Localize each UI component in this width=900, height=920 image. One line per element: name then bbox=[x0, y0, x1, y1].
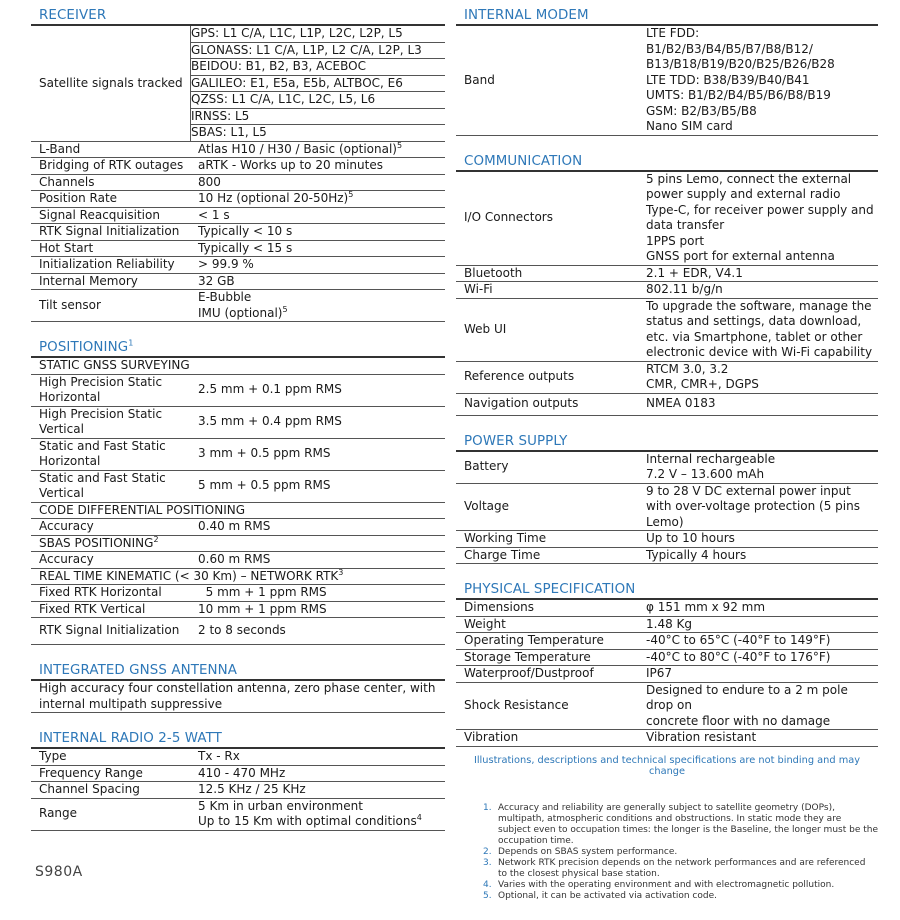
spec-value: 1.48 Kg bbox=[638, 616, 878, 633]
spec-row bbox=[31, 273, 445, 290]
range-row bbox=[31, 798, 445, 830]
spec-label: Operating Temperature bbox=[456, 633, 638, 650]
footnotes bbox=[456, 803, 878, 902]
spec-row bbox=[31, 749, 445, 765]
value-line: data transfer bbox=[646, 218, 725, 232]
spec-value: Typically < 10 s bbox=[190, 224, 445, 241]
spec-label: Waterproof/Dustproof bbox=[456, 666, 638, 683]
footnote-number: 1. bbox=[483, 802, 492, 813]
spec-label bbox=[31, 438, 190, 470]
tilt-value: E-Bubble bbox=[198, 290, 252, 304]
footnote-line: Network RTK precision depends on the network performances and are referenced bbox=[498, 857, 866, 868]
spec-row bbox=[456, 600, 878, 616]
antenna-table bbox=[31, 681, 445, 713]
subheader-row bbox=[31, 358, 445, 374]
signal-gps: GPS: L1 C/A, L1C, L1P, L2C, L2P, L5 bbox=[190, 26, 445, 43]
value-line: GNSS port for external antenna bbox=[646, 249, 835, 263]
spec-row bbox=[31, 618, 445, 645]
spec-row bbox=[456, 265, 878, 282]
static-header: STATIC GNSS SURVEYING bbox=[31, 358, 445, 374]
footnote-line: Accuracy and reliability are generally subject to satellite geometry (DOPs), bbox=[498, 802, 835, 813]
spec-row bbox=[456, 633, 878, 650]
spec-value-text: 10 Hz (optional 20-50Hz) bbox=[198, 191, 349, 205]
spec-row bbox=[31, 519, 445, 536]
spec-label: Frequency Range bbox=[31, 765, 190, 782]
spec-row bbox=[456, 483, 878, 531]
subheader-row bbox=[31, 535, 445, 552]
value-line: Lemo) bbox=[646, 514, 684, 529]
spec-row bbox=[456, 172, 878, 266]
spec-label: Weight bbox=[456, 616, 638, 633]
footnote-number: 3. bbox=[483, 857, 492, 868]
signal-glonass: GLONASS: L1 C/A, L1P, L2 C/A, L2P, L3 bbox=[190, 43, 445, 60]
spec-row bbox=[31, 406, 445, 438]
footnote bbox=[456, 803, 878, 847]
rtk-header bbox=[31, 568, 445, 585]
value-line: Internal rechargeable bbox=[646, 451, 776, 466]
spec-label: Web UI bbox=[456, 298, 638, 361]
communication-title: COMMUNICATION bbox=[456, 154, 878, 172]
code-header: CODE DIFFERENTIAL POSITIONING bbox=[31, 502, 445, 519]
spec-row bbox=[456, 531, 878, 548]
spec-value: IP67 bbox=[638, 666, 878, 683]
spec-value: 2.1 + EDR, V4.1 bbox=[638, 265, 878, 282]
value-line: 7.2 V – 13.600 mAh bbox=[646, 467, 765, 481]
value-line: 9 to 28 V DC external power input bbox=[646, 483, 851, 498]
physical-table bbox=[456, 600, 878, 747]
value-line: 1PPS port bbox=[646, 233, 705, 248]
positioning-title-text: POSITIONING bbox=[39, 340, 129, 355]
footnote-ref: 5 bbox=[282, 304, 288, 314]
range-value bbox=[198, 814, 445, 830]
footnote-number: 4. bbox=[483, 879, 492, 890]
spec-value: -40°C to 65°C (-40°F to 149°F) bbox=[638, 633, 878, 650]
spec-value: 2.5 mm + 0.1 ppm RMS bbox=[190, 374, 445, 406]
spec-value: -40°C to 80°C (-40°F to 176°F) bbox=[638, 649, 878, 666]
spec-row bbox=[31, 374, 445, 406]
footnote-ref: 5 bbox=[396, 140, 403, 150]
positioning-table bbox=[31, 358, 445, 645]
spec-value bbox=[638, 361, 878, 393]
spec-value-text: Atlas H10 / H30 / Basic (optional) bbox=[198, 141, 397, 156]
communication-section bbox=[456, 154, 878, 416]
spec-row bbox=[31, 240, 445, 257]
signal-irnss: IRNSS: L5 bbox=[190, 109, 445, 126]
value-line: Designed to endure to a 2 m pole drop on bbox=[646, 682, 848, 712]
disclaimer: Illustrations, descriptions and technical specifications are not binding and may change bbox=[473, 754, 861, 777]
signal-galileo: GALILEO: E1, E5a, E5b, ALTBOC, E6 bbox=[190, 76, 445, 93]
spec-value bbox=[638, 452, 878, 484]
value-line: electronic device with Wi-Fi capability bbox=[646, 345, 873, 359]
range-value: 5 Km in urban environment bbox=[198, 798, 363, 813]
antenna-section bbox=[31, 663, 445, 713]
spec-label: Bluetooth bbox=[456, 265, 638, 282]
spec-value bbox=[190, 191, 445, 208]
value-line: status and settings, data download, bbox=[646, 314, 862, 328]
spec-label: Navigation outputs bbox=[456, 393, 638, 415]
spec-value: aRTK - Works up to 20 minutes bbox=[190, 158, 445, 175]
spec-row bbox=[456, 547, 878, 564]
spec-label: I/O Connectors bbox=[456, 172, 638, 266]
footnote bbox=[456, 858, 878, 880]
signal-qzss: QZSS: L1 C/A, L1C, L2C, L5, L6 bbox=[190, 92, 445, 109]
value-line: etc. via Smartphone, tablet or other bbox=[646, 329, 863, 344]
spec-value: 0.40 m RMS bbox=[190, 519, 445, 536]
spec-label: L-Band bbox=[31, 141, 190, 158]
model-name: S980A bbox=[35, 864, 83, 880]
modem-title: INTERNAL MODEM bbox=[456, 8, 878, 26]
spec-row bbox=[31, 470, 445, 502]
spec-label: Battery bbox=[456, 452, 638, 484]
band-line: LTE TDD: B38/B39/B40/B41 bbox=[646, 72, 810, 87]
spec-label bbox=[31, 470, 190, 502]
spec-label: Voltage bbox=[456, 483, 638, 531]
spec-row bbox=[31, 765, 445, 782]
tilt-label: Tilt sensor bbox=[31, 290, 190, 322]
footnote-ref: 5 bbox=[348, 190, 354, 199]
spec-label: Channels bbox=[31, 174, 190, 191]
receiver-table bbox=[31, 26, 445, 322]
spec-label: Accuracy bbox=[31, 519, 190, 536]
footnote-line: Varies with the operating environment and with electromagnetic pollution. bbox=[498, 879, 835, 890]
footnote-number: 2. bbox=[483, 846, 492, 857]
spec-row bbox=[31, 585, 445, 602]
spec-label: Signal Reacquisition bbox=[31, 207, 190, 224]
spec-value: Up to 10 hours bbox=[638, 531, 878, 548]
spec-label bbox=[31, 374, 190, 406]
subheader-row bbox=[31, 568, 445, 585]
spec-row bbox=[31, 257, 445, 274]
spec-row bbox=[31, 601, 445, 618]
footnote-ref: 4 bbox=[416, 813, 422, 822]
footnote-ref: 2 bbox=[153, 534, 159, 544]
label-line: High Precision Static bbox=[39, 374, 163, 389]
label-line: Horizontal bbox=[39, 454, 101, 468]
band-line: B13/B18/B19/B20/B25/B26/B28 bbox=[646, 57, 835, 71]
spec-row bbox=[456, 361, 878, 393]
physical-title: PHYSICAL SPECIFICATION bbox=[456, 582, 878, 600]
footnote-line: to the closest physical base station. bbox=[498, 868, 660, 879]
value-line: RTCM 3.0, 3.2 bbox=[646, 361, 729, 376]
spec-row bbox=[456, 393, 878, 415]
spec-value: Vibration resistant bbox=[638, 730, 878, 747]
spec-value bbox=[638, 298, 878, 361]
spec-label: Channel Spacing bbox=[31, 782, 190, 799]
value-line: To upgrade the software, manage the bbox=[646, 298, 872, 313]
positioning-title bbox=[31, 340, 445, 358]
spec-label: Hot Start bbox=[31, 240, 190, 257]
radio-title: INTERNAL RADIO 2-5 WATT bbox=[31, 731, 445, 749]
footnote-line: multipath, atmospheric conditions and obstructions. In static mode they are bbox=[498, 813, 842, 824]
tilt-value-text: IMU (optional) bbox=[198, 305, 283, 320]
label-line: Vertical bbox=[39, 422, 84, 436]
label-line: High Precision Static bbox=[39, 406, 163, 421]
physical-section bbox=[456, 582, 878, 902]
spec-value: 410 - 470 MHz bbox=[190, 765, 445, 782]
band-line: LTE FDD: bbox=[646, 26, 700, 40]
spec-label: Internal Memory bbox=[31, 273, 190, 290]
spec-value: Typically < 15 s bbox=[190, 240, 445, 257]
receiver-title: RECEIVER bbox=[31, 8, 445, 26]
spec-row bbox=[31, 782, 445, 799]
spec-label: Wi-Fi bbox=[456, 282, 638, 299]
value-line: with over-voltage protection (5 pins bbox=[646, 499, 860, 513]
spec-row bbox=[31, 207, 445, 224]
spec-value: 5 mm + 1 ppm RMS bbox=[190, 585, 445, 602]
spec-label bbox=[31, 406, 190, 438]
band-line: Nano SIM card bbox=[646, 119, 733, 133]
tilt-values bbox=[190, 290, 445, 322]
spec-label: Working Time bbox=[456, 531, 638, 548]
spec-value: 32 GB bbox=[190, 273, 445, 290]
footnote-number: 5. bbox=[483, 890, 492, 901]
label-line: Static and Fast Static bbox=[39, 438, 166, 453]
spec-value: 5 mm + 0.5 ppm RMS bbox=[190, 470, 445, 502]
modem-table bbox=[456, 26, 878, 136]
spec-label: Fixed RTK Horizontal bbox=[31, 585, 190, 602]
spec-value bbox=[638, 682, 878, 730]
footnote-line: Optional, it can be activated via activation code. bbox=[498, 890, 717, 901]
spec-label: RTK Signal Initialization bbox=[31, 224, 190, 241]
spec-value: < 1 s bbox=[190, 207, 445, 224]
spec-label: Dimensions bbox=[456, 600, 638, 616]
band-line: GSM: B2/B3/B5/B8 bbox=[646, 103, 757, 118]
footnote-line: subject even to occupation times: the longer is the Baseline, the longer must be the bbox=[498, 824, 878, 835]
value-line: 5 pins Lemo, connect the external bbox=[646, 171, 852, 186]
spec-label: Accuracy bbox=[31, 552, 190, 569]
sbas-header-text: SBAS POSITIONING bbox=[39, 535, 154, 550]
radio-section bbox=[31, 731, 445, 831]
value-line: power supply and external radio bbox=[646, 187, 841, 201]
spec-row bbox=[31, 174, 445, 191]
spec-label: Bridging of RTK outages bbox=[31, 158, 190, 175]
value-line: Type-C, for receiver power supply and bbox=[646, 202, 874, 217]
right-column bbox=[456, 8, 878, 920]
spec-value: NMEA 0183 bbox=[638, 393, 878, 415]
spec-row bbox=[456, 682, 878, 730]
spec-row bbox=[31, 552, 445, 569]
spec-value: 800 bbox=[190, 174, 445, 191]
spec-label: RTK Signal Initialization bbox=[31, 618, 190, 645]
satellite-label: Satellite signals tracked bbox=[31, 26, 190, 141]
receiver-section bbox=[31, 8, 445, 322]
footnote-ref: 3 bbox=[338, 567, 344, 577]
spec-row bbox=[31, 438, 445, 470]
tilt-value bbox=[198, 306, 445, 322]
range-values bbox=[190, 798, 445, 830]
spec-value: φ 151 mm x 92 mm bbox=[638, 600, 878, 616]
signal-beidou: BEIDOU: B1, B2, B3, ACEBOC bbox=[190, 59, 445, 76]
value-line: CMR, CMR+, DGPS bbox=[646, 377, 759, 391]
spec-row bbox=[456, 298, 878, 361]
antenna-text: High accuracy four constellation antenna, zero phase center, with internal multipath suppressive bbox=[31, 681, 445, 713]
spec-label: Reference outputs bbox=[456, 361, 638, 393]
label-line: Horizontal bbox=[39, 390, 101, 404]
spec-label: Shock Resistance bbox=[456, 682, 638, 730]
spec-row bbox=[456, 649, 878, 666]
footnote bbox=[456, 891, 878, 902]
range-label: Range bbox=[31, 798, 190, 830]
subheader-row bbox=[31, 502, 445, 519]
band-label: Band bbox=[456, 26, 638, 135]
modem-section bbox=[456, 8, 878, 136]
label-line: Static and Fast Static bbox=[39, 470, 166, 485]
spec-row bbox=[456, 282, 878, 299]
label-line: Vertical bbox=[39, 486, 84, 500]
spec-value: 0.60 m RMS bbox=[190, 552, 445, 569]
radio-table bbox=[31, 749, 445, 831]
spec-row bbox=[456, 666, 878, 683]
spec-label: Fixed RTK Vertical bbox=[31, 601, 190, 618]
spec-value: > 99.9 % bbox=[190, 257, 445, 274]
power-section bbox=[456, 434, 878, 565]
spec-label: Position Rate bbox=[31, 191, 190, 208]
footnote-ref: 1 bbox=[128, 338, 134, 348]
band-line: UMTS: B1/B2/B4/B5/B6/B8/B19 bbox=[646, 88, 831, 102]
spec-row bbox=[31, 141, 445, 158]
footnote bbox=[456, 847, 878, 858]
spec-label: Initialization Reliability bbox=[31, 257, 190, 274]
rtk-header-text: REAL TIME KINEMATIC (< 30 Km) – NETWORK RTK bbox=[39, 568, 339, 583]
band-line: B1/B2/B3/B4/B5/B7/B8/B12/ bbox=[646, 41, 813, 56]
spec-value: 3 mm + 0.5 ppm RMS bbox=[190, 438, 445, 470]
footnote bbox=[456, 880, 878, 891]
left-column bbox=[31, 8, 445, 849]
power-title: POWER SUPPLY bbox=[456, 434, 878, 452]
spec-value: 12.5 KHz / 25 KHz bbox=[190, 782, 445, 799]
range-value-text: Up to 15 Km with optimal conditions bbox=[198, 814, 417, 828]
spec-label: Vibration bbox=[456, 730, 638, 747]
spec-value: 802.11 b/g/n bbox=[638, 282, 878, 299]
spec-label: Type bbox=[31, 749, 190, 765]
spec-value bbox=[638, 172, 878, 266]
spec-value bbox=[190, 141, 445, 158]
footnote-line: occupation time. bbox=[498, 835, 574, 846]
satellite-signals bbox=[190, 26, 445, 141]
positioning-section bbox=[31, 340, 445, 645]
band-values bbox=[638, 26, 878, 135]
value-line: concrete floor with no damage bbox=[646, 713, 831, 728]
spec-label: Storage Temperature bbox=[456, 649, 638, 666]
tilt-row bbox=[31, 290, 445, 322]
spec-row bbox=[456, 452, 878, 484]
antenna-title: INTEGRATED GNSS ANTENNA bbox=[31, 663, 445, 681]
spec-value: 3.5 mm + 0.4 ppm RMS bbox=[190, 406, 445, 438]
spec-value: Tx - Rx bbox=[190, 749, 445, 765]
footnote-line: Depends on SBAS system performance. bbox=[498, 846, 678, 857]
spec-value bbox=[638, 483, 878, 531]
spec-value: Typically 4 hours bbox=[638, 547, 878, 564]
spec-label: Charge Time bbox=[456, 547, 638, 564]
antenna-row bbox=[31, 681, 445, 713]
spec-row bbox=[456, 730, 878, 747]
signal-sbas: SBAS: L1, L5 bbox=[190, 125, 445, 141]
power-table bbox=[456, 452, 878, 565]
spec-value: 2 to 8 seconds bbox=[190, 618, 445, 645]
spec-row bbox=[456, 616, 878, 633]
spec-row bbox=[31, 224, 445, 241]
satellite-row bbox=[31, 26, 445, 141]
spec-row bbox=[31, 158, 445, 175]
sbas-header bbox=[31, 535, 445, 552]
spec-row bbox=[31, 191, 445, 208]
spec-value: 10 mm + 1 ppm RMS bbox=[190, 601, 445, 618]
band-row bbox=[456, 26, 878, 135]
communication-table bbox=[456, 172, 878, 416]
